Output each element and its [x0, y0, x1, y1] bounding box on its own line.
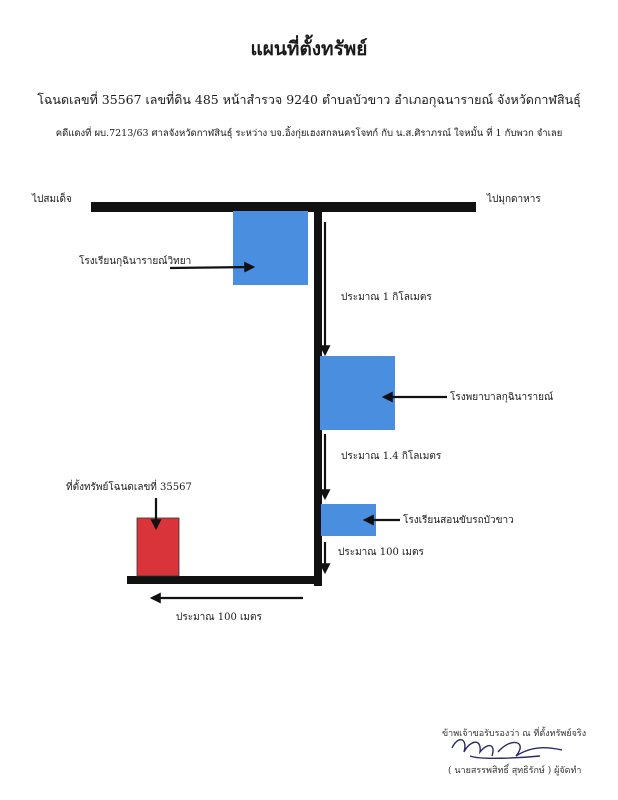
landmark-driving-school-label: โรงเรียนสอนขับรถบัวขาว: [403, 515, 514, 526]
distance-label-2: ประมาณ 1.4 กิโลเมตร: [341, 451, 442, 462]
property-label: ที่ตั้งทรัพย์โฉนดเลขที่ 35567: [66, 482, 192, 493]
signature-mark: [452, 740, 562, 759]
distance-label-3: ประมาณ 100 เมตร: [338, 547, 424, 558]
side-road-horizontal: [127, 576, 319, 584]
road-east-label: ไปมุกดาหาร: [487, 194, 541, 205]
deed-subtitle: โฉนดเลขที่ 35567 เลขที่ดิน 485 หน้าสำรวจ 9240 ตำบลบัวขาว อำเภอกุฉนารายณ์ จังหวัดกาฬสินธุ์: [37, 92, 581, 107]
landmark-school-label: โรงเรียนกุฉินารายณ์วิทยา: [79, 256, 192, 267]
landmark-hospital-label: โรงพยาบาลกุฉินารายณ์: [450, 392, 554, 403]
main-road-horizontal: [91, 202, 476, 212]
distance-label-1: ประมาณ 1 กิโลเมตร: [341, 292, 432, 303]
distance-label-4: ประมาณ 100 เมตร: [176, 612, 262, 623]
certification-statement: ข้าพเจ้าขอรับรองว่า ณ ที่ตั้งทรัพย์จริง: [442, 729, 587, 739]
property-block: [137, 518, 179, 576]
landmark-school-block: [233, 211, 308, 285]
road-west-label: ไปสมเด็จ: [32, 194, 72, 205]
preparer-name: ( นายสรรพสิทธิ์ สุทธิรักษ์ ) ผู้จัดทำ: [448, 766, 582, 776]
page-title: แผนที่ตั้งทรัพย์: [250, 38, 368, 60]
case-line: คดีแดงที่ ผบ.7213/63 ศาลจังหวัดกาฬสินธุ์ ระหว่าง บจ.อิ้งกุ่ยเฮงสกลนครโจทก์ กับ น.ส.ศิราภรณ์ ใจหมั้น ที่ 1 กับพวก จำเลย: [55, 128, 563, 139]
landmark-hospital-block: [320, 356, 395, 430]
